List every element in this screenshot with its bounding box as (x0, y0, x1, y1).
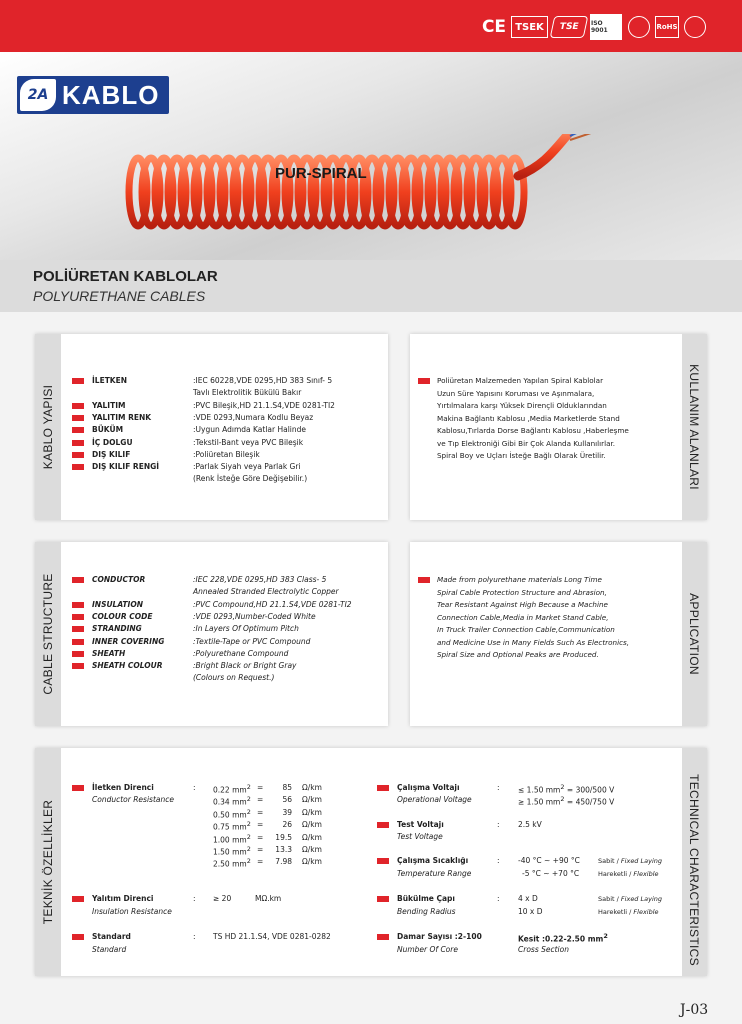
standard-value: TS HD 21.1.S4, VDE 0281-0282 (213, 932, 331, 941)
structure-value: :PVC Compound,HD 21.1.S4,VDE 0281-TI2 (193, 599, 352, 609)
insulation-resistance-label-en: Insulation Resistance (92, 907, 172, 916)
structure-bullet (72, 626, 84, 632)
structure-bullet (72, 403, 84, 409)
bending-radius-label: Bükülme Çapı (397, 894, 455, 903)
test-voltage-value: 2.5 kV (518, 820, 542, 829)
quality-management-mark-icon (628, 16, 650, 38)
resistance-value: 26 (282, 820, 292, 830)
resistance-size: 0.50 $mm^2$ (213, 807, 251, 820)
test-voltage-colon: : (497, 820, 500, 829)
test-voltage-bullet (377, 822, 389, 828)
structure-value: :In Layers Of Optimum Pitch (193, 624, 299, 634)
bending-radius-colon: : (497, 894, 500, 903)
bending-radius-fixed-note: Sabit / Fixed Laying (598, 895, 663, 903)
structure-value: :Textile-Tape or PVC Compound (193, 636, 311, 646)
operating-temperature-flexible: -5 °C ~ +70 °C (522, 869, 580, 878)
page-title: POLİÜRETAN KABLOLAR (33, 268, 218, 285)
tsek-mark-icon: TSEK (511, 16, 548, 38)
application-en-text: Made from polyurethane materials Long Time Spiral Cable Protection Structure and Abrasion, Tear Resistant Against High Because a Machine Connection Cable,Media in Market Stand Cable, In Truck Trailer Connection Cable,Communication and Medicine Use in Many Fields Such As Electronics, Spiral Size and Optional Peaks are Produced. (437, 575, 630, 659)
bending-radius-bullet (377, 896, 389, 902)
bending-radius-label-en: Bending Radius (397, 907, 456, 916)
usage-tr-text: Poliüretan Malzemeden Yapılan Spiral Kablolar Uzun Süre Yapısını Koruması ve Aşınmalara, Yırtılmalara karşı Yüksek Dirençli Olduklarından Makina Bağlantı Kablosu ,Media Marketlerde Stand Kablosu,Tırlarda Dorse Bağlantı Kablosu ,Haberleşme ve Tıp Elektroniği Gibi Bir Çok Alanda Kullanılırlar. Spiral Boy ve Uçları İsteğe Bağlı Olarak Üretilir. (437, 376, 629, 460)
insulation-resistance-value: ≥ 20 (213, 894, 232, 903)
conductor-resistance-label: İletken Direnci (92, 783, 154, 792)
ce-mark-icon: CE (481, 17, 507, 37)
cores-label: Damar Sayısı :2-100 (397, 932, 482, 941)
standard-bullet (72, 934, 84, 940)
structure-bullet (72, 452, 84, 458)
structure-label: YALITIM RENK (92, 412, 152, 422)
resistance-value: 7.98 (275, 857, 292, 867)
operating-voltage-label-en: Operational Voltage (397, 795, 472, 804)
application-en-bullet (418, 577, 430, 583)
resistance-equals: = (257, 845, 264, 854)
structure-bullet (72, 639, 84, 645)
usage-tr-bullet (418, 378, 430, 384)
structure-bullet (72, 651, 84, 657)
insulation-resistance-bullet (72, 896, 84, 902)
cable-structure-tr-tab-label: KABLO YAPISI (41, 384, 55, 470)
hero-banner (0, 52, 742, 260)
structure-bullet (72, 427, 84, 433)
spiral-cable-image (118, 134, 618, 254)
resistance-unit: Ω/km (302, 820, 322, 830)
resistance-equals: = (257, 820, 264, 830)
structure-value: :VDE 0293,Numara Kodlu Beyaz (193, 412, 314, 422)
resistance-size: 0.34 $mm^2$ (213, 795, 251, 807)
conductor-resistance-bullet (72, 785, 84, 791)
operating-temperature-fixed-note: Sabit / Fixed Laying (598, 857, 663, 865)
operating-temperature-flexible-note: Hareketli / Flexible (598, 870, 659, 878)
resistance-unit: Ω/km (302, 857, 322, 867)
structure-bullet (72, 440, 84, 446)
structure-value: :IEC 228,VDE 0295,HD 383 Class- 5 (193, 575, 327, 584)
structure-label: İLETKEN (92, 376, 128, 385)
structure-value: :Bright Black or Bright Gray (193, 661, 297, 671)
structure-label: İÇ DOLGU (92, 437, 133, 447)
resistance-equals: = (257, 795, 264, 805)
structure-bullet (72, 415, 84, 421)
structure-label: COLOUR CODE (92, 611, 153, 621)
bending-radius-flexible: 10 x D (518, 907, 543, 916)
structure-value: :PVC Bileşik,HD 21.1.S4,VDE 0281-TI2 (193, 400, 335, 410)
structure-value: :VDE 0293,Number-Coded White (193, 611, 316, 621)
page-subtitle: POLYURETHANE CABLES (33, 288, 206, 304)
resistance-unit: Ω/km (302, 832, 322, 842)
resistance-value: 19.5 (275, 832, 292, 842)
structure-label: CONDUCTOR (92, 575, 146, 584)
resistance-unit: Ω/km (302, 783, 322, 792)
application-en-tab-label: APPLICATION (687, 593, 701, 675)
structure-bullet (72, 663, 84, 669)
operating-voltage-line2: ≥ 1.50 $mm^2 = 450/750$ V (518, 795, 615, 807)
bending-radius-fixed: 4 x D (518, 894, 538, 903)
operating-temperature-colon: : (497, 856, 500, 865)
structure-bullet (72, 464, 84, 470)
resistance-size: 1.00 $mm^2$ (213, 832, 251, 845)
resistance-size: 1.50 $mm^2$ (213, 845, 251, 857)
structure-label: INSULATION (92, 599, 143, 609)
resistance-equals: = (257, 807, 264, 817)
resistance-equals: = (257, 857, 264, 867)
resistance-equals: = (257, 832, 264, 842)
insulation-resistance-unit: MΩ.km (255, 894, 282, 903)
structure-bullet (72, 577, 84, 583)
operating-temperature-fixed: -40 °C ~ +90 °C (518, 856, 580, 865)
header-bar (0, 0, 742, 52)
structure-label: SHEATH (92, 648, 126, 658)
resistance-value: 56 (282, 795, 292, 805)
standard-label-en: Standard (92, 945, 127, 954)
conductor-resistance-label-en: Conductor Resistance (92, 795, 174, 804)
insulation-resistance-label: Yalıtım Direnci (92, 894, 154, 903)
logo-mark: 2A (20, 79, 56, 111)
structure-value: Tavlı Elektrolitik Bükülü Bakır (193, 388, 302, 398)
iso-9001-mark-icon: ISO 9001 (590, 14, 622, 40)
cores-label-en: Number Of Core (397, 945, 458, 954)
product-name: PUR-SPIRAL (275, 165, 367, 182)
structure-label: SHEATH COLOUR (92, 661, 163, 671)
structure-value: :Polyurethane Compound (193, 648, 289, 658)
conductor-resistance-colon: : (193, 783, 196, 792)
structure-label: DIŞ KILIF RENGİ (92, 462, 160, 472)
operating-temperature-label: Çalışma Sıcaklığı (397, 856, 469, 865)
page-number: J-03 (680, 1002, 709, 1018)
structure-label: STRANDING (92, 624, 142, 634)
resistance-value: 39 (282, 807, 292, 817)
standard-colon: : (193, 932, 196, 941)
cable-structure-en-panel (35, 542, 388, 726)
logo-text: KABLO (62, 79, 160, 110)
resistance-value: 85 (282, 783, 292, 792)
insulation-resistance-colon: : (193, 894, 196, 903)
structure-label: INNER COVERING (92, 636, 165, 646)
resistance-unit: Ω/km (302, 807, 322, 817)
coil-ring (506, 158, 524, 226)
structure-value: (Renk İsteğe Göre Değişebilir.) (193, 474, 308, 484)
operating-voltage-line1: ≤ 1.50 $mm^2 = 300/500$ V (518, 783, 615, 795)
structure-bullet (72, 602, 84, 608)
operating-voltage-label: Çalışma Voltajı (397, 783, 460, 792)
resistance-size: 2.50 $mm^2$ (213, 857, 251, 869)
company-logo (17, 76, 169, 114)
structure-bullet (72, 614, 84, 620)
cross-section-label: Kesit :0.22-2.50 $mm^2$ (518, 932, 608, 944)
technical-tr-tab-label: TEKNİK ÖZELLİKLER (41, 799, 55, 925)
structure-value: :IEC 60228,VDE 0295,HD 383 Sınıf- 5 (193, 376, 333, 385)
seal-mark-icon (684, 16, 706, 38)
cores-bullet (377, 934, 389, 940)
structure-label: BÜKÜM (92, 425, 124, 435)
structure-value: :Tekstil-Bant veya PVC Bileşik (193, 437, 304, 447)
structure-label: DIŞ KILIF (92, 449, 131, 459)
tse-mark-icon: TSE (550, 16, 589, 38)
bending-radius-flexible-note: Hareketli / Flexible (598, 908, 659, 916)
cross-section-label-en: Cross Section (518, 945, 569, 954)
resistance-value: 13.3 (275, 845, 292, 854)
resistance-size: 0.75 $mm^2$ (213, 820, 251, 832)
operating-voltage-bullet (377, 785, 389, 791)
structure-bullet (72, 378, 84, 384)
usage-tr-tab-label: KULLANIM ALANLARI (687, 364, 701, 490)
resistance-unit: Ω/km (302, 795, 322, 805)
cable-structure-en-tab-label: CABLE STRUCTURE (41, 573, 55, 695)
structure-label: YALITIM (92, 400, 126, 410)
structure-value: :Poliüretan Bileşik (193, 449, 260, 459)
structure-value: :Uygun Adımda Katlar Halinde (193, 425, 306, 435)
resistance-unit: Ω/km (302, 845, 322, 854)
test-voltage-label: Test Voltajı (397, 820, 444, 829)
resistance-size: 0.22 $mm^2$ (213, 783, 251, 795)
operating-temperature-bullet (377, 858, 389, 864)
standard-label: Standard (92, 932, 131, 941)
structure-value: Annealed Stranded Electrolytic Copper (193, 587, 339, 597)
operating-temperature-label-en: Temperature Range (397, 869, 472, 878)
rohs-mark-icon: RoHS (655, 16, 679, 38)
test-voltage-label-en: Test Voltage (397, 832, 443, 841)
resistance-equals: = (257, 783, 264, 792)
structure-value: :Parlak Siyah veya Parlak Gri (193, 462, 301, 472)
structure-value: (Colours on Request.) (193, 673, 275, 683)
operating-voltage-colon: : (497, 783, 500, 792)
technical-en-tab-label: TECHNICAL CHARACTERISTICS (687, 774, 701, 966)
